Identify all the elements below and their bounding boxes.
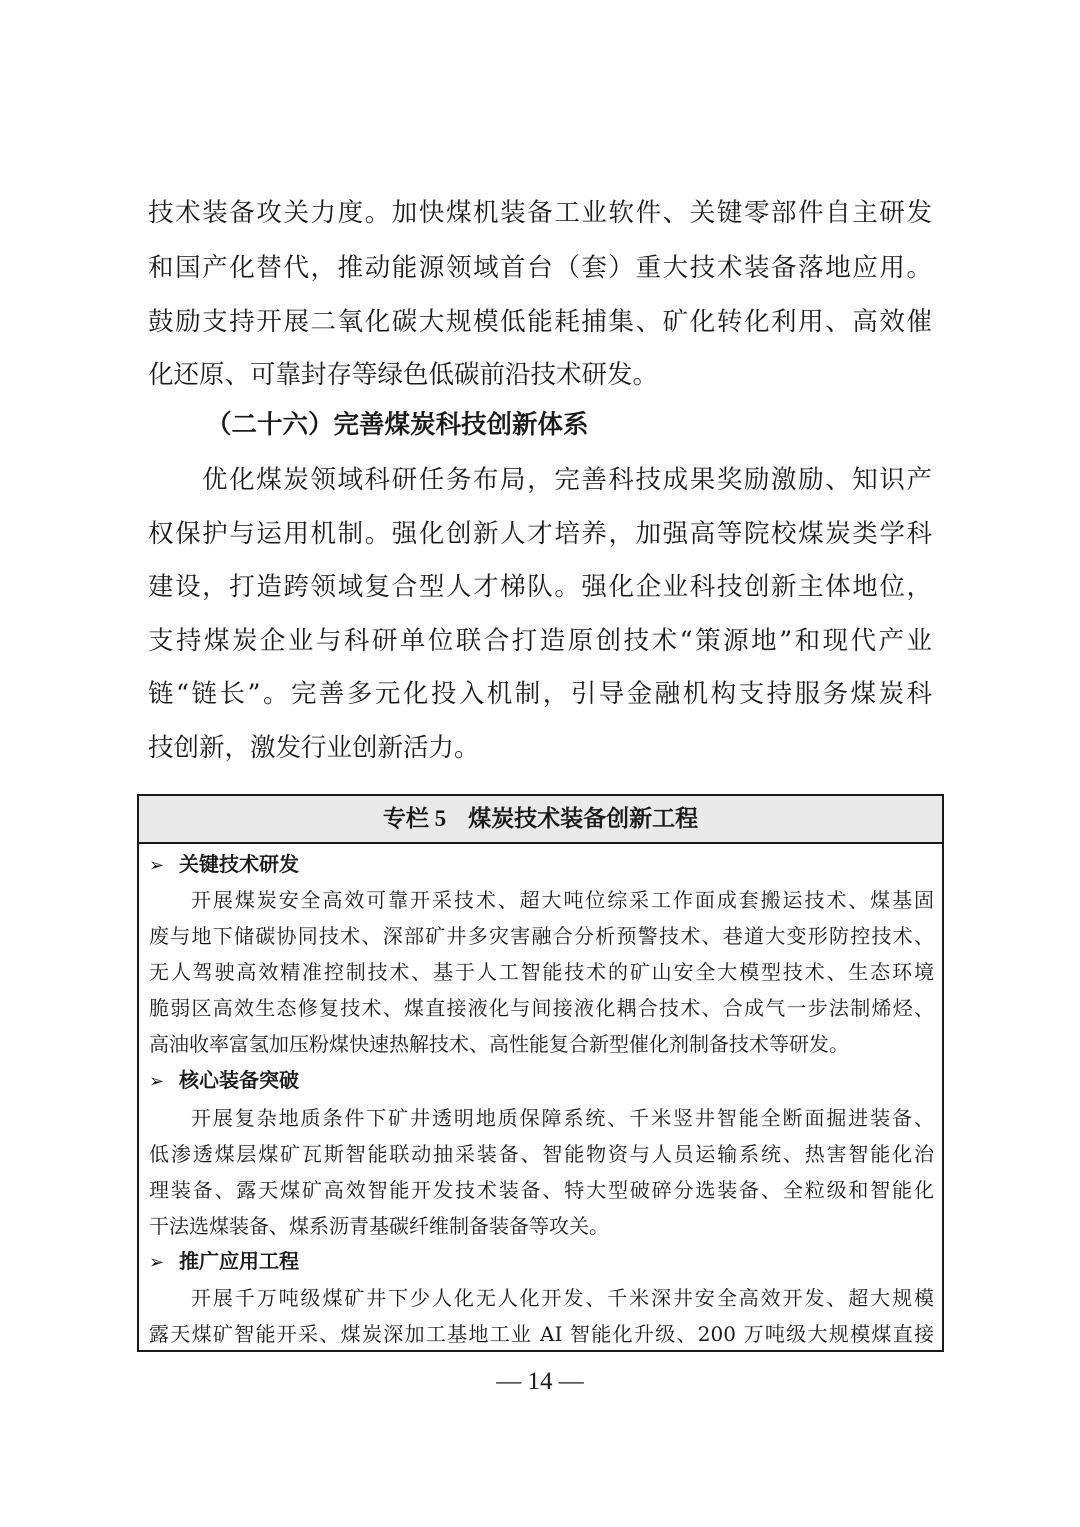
box-section-line: 高油收率富氢加压粉煤快速热解技术、高性能复合新型催化剂制备技术等研发。 bbox=[149, 1032, 849, 1056]
special-column-box bbox=[137, 794, 944, 1352]
box-section-line: 脆弱区高效生态修复技术、煤直接液化与间接液化耦合技术、合成气一步法制烯烃、 bbox=[149, 996, 934, 1020]
intro-line: 化还原、可靠封存等绿色低碳前沿技术研发。 bbox=[148, 360, 659, 390]
section-line: 技创新，激发行业创新活力。 bbox=[148, 733, 480, 763]
box-title-text: 煤炭技术装备创新工程 bbox=[468, 806, 699, 832]
box-section-heading-text: 关键技术研发 bbox=[179, 852, 299, 876]
box-section-heading bbox=[149, 1062, 299, 1098]
box-section-line: 开展煤炭安全高效可靠开采技术、超大吨位综采工作面成套搬运技术、煤基固 bbox=[191, 888, 934, 912]
box-section-line: 露天煤矿智能开采、煤炭深加工基地工业 AI 智能化升级、200 万吨级大规模煤直接 bbox=[149, 1322, 934, 1346]
section-line: 权保护与运用机制。强化创新人才培养，加强高等院校煤炭类学科 bbox=[148, 519, 932, 549]
box-section-heading bbox=[149, 1243, 299, 1279]
box-section-heading-text: 核心装备突破 bbox=[179, 1068, 299, 1092]
section-line: 优化煤炭领域科研任务布局，完善科技成果奖励激励、知识产 bbox=[202, 465, 932, 495]
intro-line: 技术装备攻关力度。加快煤机装备工业软件、关键零部件自主研发 bbox=[148, 198, 932, 228]
arrow-bullet-icon: ➢ bbox=[149, 1252, 165, 1273]
box-title bbox=[139, 796, 942, 844]
box-section-line: 理装备、露天煤矿高效智能开发技术装备、特大型破碎分选装备、全粒级和智能化 bbox=[149, 1178, 934, 1202]
box-section-line: 无人驾驶高效精准控制技术、基于人工智能技术的矿山安全大模型技术、生态环境 bbox=[149, 960, 934, 984]
arrow-bullet-icon: ➢ bbox=[149, 855, 165, 876]
section-line: 建设，打造跨领域复合型人才梯队。强化企业科技创新主体地位， bbox=[148, 572, 932, 602]
intro-line: 鼓励支持开展二氧化碳大规模低能耗捕集、矿化转化利用、高效催 bbox=[148, 307, 932, 337]
arrow-bullet-icon: ➢ bbox=[149, 1071, 165, 1092]
section-line: 链“链长”。完善多元化投入机制，引导金融机构支持服务煤炭科 bbox=[148, 679, 932, 709]
box-section-line: 干法选煤装备、煤系沥青基碳纤维制备装备等攻关。 bbox=[149, 1214, 609, 1238]
box-section-heading bbox=[149, 846, 299, 882]
intro-line: 和国产化替代，推动能源领域首台（套）重大技术装备落地应用。 bbox=[148, 253, 932, 283]
box-title-number: 专栏 5 bbox=[382, 806, 447, 831]
section-heading: （二十六）完善煤炭科技创新体系 bbox=[206, 410, 589, 440]
box-section-line: 低渗透煤层煤矿瓦斯智能联动抽采装备、智能物资与人员运输系统、热害智能化治 bbox=[149, 1142, 934, 1166]
page-number: — 14 — bbox=[496, 1368, 584, 1395]
section-line: 支持煤炭企业与科研单位联合打造原创技术“策源地”和现代产业 bbox=[148, 626, 932, 656]
box-section-line: 开展复杂地质条件下矿井透明地质保障系统、千米竖井智能全断面掘进装备、 bbox=[191, 1106, 934, 1130]
box-section-heading-text: 推广应用工程 bbox=[179, 1249, 299, 1273]
box-section-line: 开展千万吨级煤矿井下少人化无人化开发、千米深井安全高效开发、超大规模 bbox=[191, 1286, 934, 1310]
box-section-line: 废与地下储碳协同技术、深部矿井多灾害融合分析预警技术、巷道大变形防控技术、 bbox=[149, 924, 934, 948]
